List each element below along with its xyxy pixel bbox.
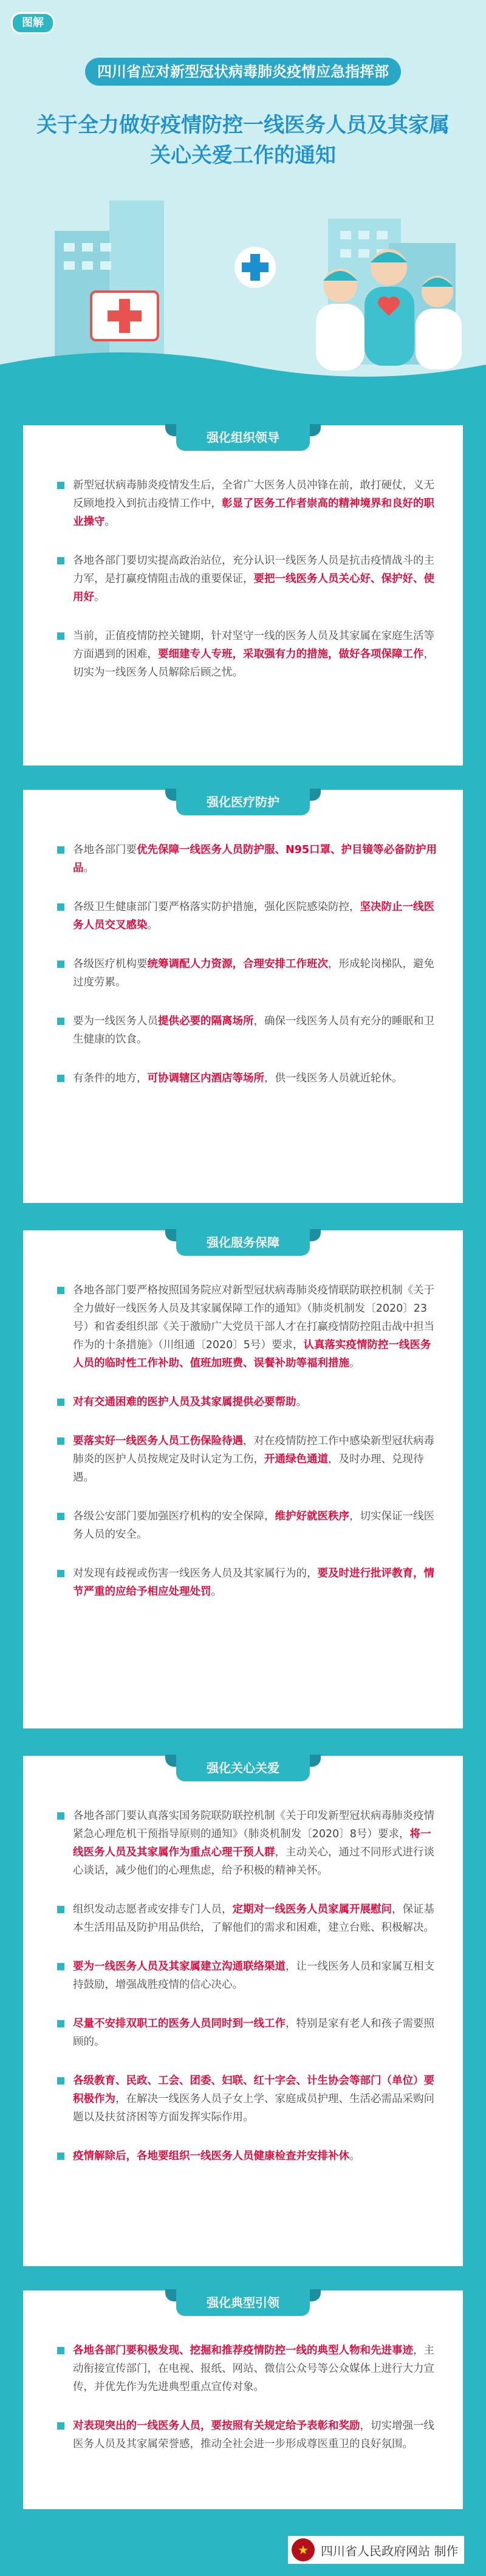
list-item [57, 2072, 439, 2126]
highlight-text: 可协调辖区内酒店等场所 [147, 1072, 264, 1084]
bullet-square-icon [57, 2077, 64, 2084]
highlight-text: 各级教育、民政、工会、团委、妇联、红十字会、计生协会等部门（单位）要积极作为 [73, 2075, 434, 2105]
list-item-text [73, 1900, 439, 1937]
body-text: ，主动衔接宣传部门，在电视、报纸、网站、微信公众号等公众媒体上进行大力宣传，并优先作为先进典型重点宣传对象。 [73, 2345, 434, 2393]
highlight-text: 要落实好一线医务人员工伤保险待遇 [73, 1435, 243, 1447]
body-text: 当前，正值疫情防控关键期，针对坚守一线的医务人员及其家属在家庭生活等方面遇到的困难， [73, 630, 434, 660]
bullet-square-icon [57, 1287, 64, 1294]
medical-cross-icon [234, 247, 276, 288]
body-text: ，切实为一线医务人员解除后顾之忧。 [73, 648, 434, 679]
bullet-square-icon [57, 1075, 64, 1082]
list-item [57, 955, 439, 992]
bullet-square-icon [57, 1570, 64, 1577]
list-item [57, 1281, 439, 1372]
highlight-text: 彰显了医务工作者崇高的精神境界和良好的职业操守 [73, 498, 434, 528]
body-text: 。 [83, 862, 94, 874]
list-item [57, 1432, 439, 1487]
body-text: ，特别是家有老人和孩子需要照顾的。 [73, 2018, 434, 2048]
list-item [57, 1393, 439, 1411]
bullet-square-icon [57, 2347, 64, 2354]
body-text: 新型冠状病毒肺炎疫情发生后，全省广大医务人员冲锋在前，敢打硬仗，义无反顾地投入到抗击疫情工作中， [73, 479, 434, 510]
infographic-badge: 图解 [11, 12, 55, 34]
list-item-text [73, 1564, 439, 1601]
bullet-square-icon [57, 557, 64, 564]
list-item [57, 898, 439, 934]
highlight-text: 各地各部门要积极发现、挖掘和推荐疫情防控一线的典型人物和先进事迹 [73, 2345, 413, 2357]
highlight-text: 要把一线医务人员关心好、保护好、使用好 [73, 573, 434, 603]
bullet-square-icon [57, 1018, 64, 1025]
highlight-text: 对有交通困难的医护人员及其家属提供必要帮助 [73, 1396, 296, 1408]
bullet-square-icon [57, 903, 64, 911]
bullet-square-icon [57, 961, 64, 968]
list-item-text [73, 2147, 360, 2165]
list-item-text [73, 2417, 439, 2453]
body-text: ，主动关心，通过不同形式进行谈心谈话，减少他们的心理焦虑，给予积极的精神关怀。 [73, 1846, 434, 1877]
list-item-text [73, 1958, 439, 1994]
list-item-text [73, 2341, 439, 2396]
body-text: ，及时办理、兑现待遇。 [73, 1453, 424, 1484]
footer-credit-box [288, 2536, 464, 2564]
bullet-square-icon [57, 846, 64, 854]
body-text: 有条件的地方， [73, 1072, 148, 1084]
list-item-text [73, 552, 439, 606]
list-item [57, 841, 439, 877]
hero-banner [0, 0, 486, 401]
body-text: 。 [147, 919, 158, 931]
list-item [57, 1069, 439, 1088]
highlight-text: 将一线医务人员及其家属作为重点心理干预人群 [73, 1828, 431, 1858]
body-text: ，形成轮岗梯队，避免过度劳累。 [73, 958, 434, 988]
list-item-text [73, 1807, 439, 1880]
body-text: ，切实增强一线医务人员及其家属荣誉感，推动全社会进一步形成尊医重卫的良好氛围。 [73, 2420, 434, 2450]
list-item [57, 2341, 439, 2396]
list-item [57, 552, 439, 606]
body-text: 各地各部门要严格按照国务院应对新型冠状病毒肺炎疫情联防联控机制《关于全力做好一线医务人员及其家属保障工作的通知》（肺炎机制发〔2020〕23号）和省委组织部《关于激励广大党员干部人才在打赢疫情防控阻击战中担当作为的十条措施》（川组通〔2020〕5号）要求， [73, 1284, 434, 1351]
body-text: 各地各部门要认真落实国务院联防联控机制《关于印发新型冠状病毒肺炎疫情紧急心理危机干预指导原则的通知》（肺炎机制发〔2020〕8号）要求， [73, 1810, 434, 1840]
body-text: 对发现有歧视或伤害一线医务人员及其家属行为的， [73, 1567, 318, 1580]
list-item [57, 2147, 439, 2165]
list-item-text [73, 898, 439, 934]
section-title: 强化服务保障 [176, 1229, 310, 1256]
bullet-square-icon [57, 632, 64, 640]
highlight-text: 优先保障一线医务人员防护服、N95口罩、护目镜等必备防护用品 [73, 844, 437, 874]
list-item-text [73, 627, 439, 682]
bullet-square-icon [57, 1399, 64, 1406]
page-title-line1: 关于全力做好疫情防控一线医务人员及其家属 [36, 113, 450, 137]
body-text: 。 [349, 2150, 360, 2162]
list-item [57, 1564, 439, 1601]
bullet-square-icon [57, 1812, 64, 1820]
section-card-service [23, 1230, 463, 1728]
body-text: 。 [94, 591, 105, 603]
body-text: 要为一线医务人员 [73, 1015, 158, 1027]
footer-credit: 四川省人民政府网站 制作 [321, 2543, 459, 2558]
body-text: 。 [296, 1396, 307, 1408]
body-text: 各地各部门要 [73, 844, 137, 856]
section-title: 强化关心关爱 [176, 1755, 310, 1781]
list-item-text [73, 841, 439, 877]
list-item [57, 1958, 439, 1994]
section-card-protection [23, 790, 463, 1203]
bullet-square-icon [57, 2153, 64, 2160]
section-card-care [23, 1756, 463, 2266]
national-emblem-icon: ★ [292, 2538, 315, 2561]
highlight-text: 疫情解除后，各地要组织一线医务人员健康检查并安排补休 [73, 2150, 349, 2162]
highlight-text: 统筹调配人力资源，合理安排工作班次 [147, 958, 328, 970]
bullet-square-icon [57, 1513, 64, 1520]
body-text: 组织发动志愿者或安排专门人员， [73, 1903, 233, 1916]
bullet-square-icon [57, 482, 64, 489]
body-text: 。 [349, 1357, 360, 1369]
body-text: 。 [211, 1586, 222, 1598]
bullet-square-icon [57, 2422, 64, 2430]
section-title: 强化组织领导 [176, 424, 310, 451]
list-item-text [73, 1069, 403, 1088]
list-item [57, 627, 439, 682]
list-item-text [73, 2072, 439, 2126]
bullet-square-icon [57, 1963, 64, 1970]
section-card-organization [23, 425, 463, 766]
list-item-text [73, 1432, 439, 1487]
page-title-line2: 关心关爱工作的通知 [150, 143, 336, 168]
highlight-text: 尽量不安排双职工的医务人员同时到一线工作 [73, 2018, 286, 2030]
bullet-square-icon [57, 2020, 64, 2027]
list-item-text [73, 1281, 439, 1372]
body-text: ，保证基本生活用品及防护用品供给，了解他们的需求和困难，建立台账、积极解决。 [73, 1903, 434, 1934]
highlight-text: 维护好就医秩序 [275, 1510, 349, 1523]
list-item [57, 2015, 439, 2051]
list-item-text [73, 1393, 307, 1411]
list-item [57, 2417, 439, 2453]
highlight-text: 提供必要的隔离场所 [158, 1015, 254, 1027]
body-text: ，对在疫情防控工作中感染新型冠状病毒肺炎的医护人员按规定及时认定为工伤， [73, 1435, 434, 1465]
body-text: ，在解决一线医务人员子女上学、家庭成员护理、生活必需品采购问题以及扶贫济困等方面发挥实际作用。 [73, 2093, 434, 2123]
body-text: 各级公安部门要加强医疗机构的安全保障， [73, 1510, 275, 1523]
body-text: 各级医疗机构要 [73, 958, 148, 970]
first-aid-kit-icon [91, 292, 158, 340]
list-item [57, 1507, 439, 1544]
body-text: ，确保一线医务人员有充分的睡眠和卫生健康的饮食。 [73, 1015, 434, 1046]
highlight-text: 认真落实疫情防控一线医务人员的临时性工作补助、值班加班费、误餐补助等福利措施 [73, 1339, 431, 1369]
issuing-org-banner: 四川省应对新型冠状病毒肺炎疫情应急指挥部 [85, 58, 401, 86]
list-item-text [73, 1507, 439, 1544]
highlight-text: 定期对一线医务人员家属开展慰问 [232, 1903, 392, 1916]
list-item [57, 476, 439, 531]
body-text: 。 [104, 516, 115, 528]
list-item-text [73, 955, 439, 992]
highlight-text: 坚决防止一线医务人员交叉感染 [73, 901, 434, 931]
bullet-square-icon [57, 1437, 64, 1445]
highlight-text: 开通绿色通道 [264, 1453, 328, 1465]
wave-divider [0, 340, 486, 401]
section-title: 强化医疗防护 [176, 789, 310, 815]
body-text: ，让一线医务人员和家属互相支持鼓励，增强战胜疫情的信心决心。 [73, 1961, 434, 1991]
bullet-square-icon [57, 1906, 64, 1913]
list-item-text [73, 2015, 439, 2051]
body-text: ，供一线医务人员就近轮休。 [264, 1072, 403, 1084]
section-card-models [23, 2290, 463, 2509]
body-text: 各级卫生健康部门要严格落实防护措施，强化医院感染防控， [73, 901, 360, 913]
list-item-text [73, 1012, 439, 1049]
body-text: ，切实保证一线医务人员的安全。 [73, 1510, 434, 1541]
section-title: 强化典型引领 [176, 2289, 310, 2316]
list-item [57, 1012, 439, 1049]
highlight-text: 对表现突出的一线医务人员，要按照有关规定给予表彰和奖励 [73, 2420, 360, 2432]
body-text: 各地各部门要切实提高政治站位，充分认识一线医务人员是抗击疫情战斗的主力军，是打赢疫情阻击战的重要保证， [73, 555, 434, 585]
highlight-text: 要细建专人专班，采取强有力的措施，做好各项保障工作 [158, 648, 424, 660]
list-item [57, 1900, 439, 1937]
list-item-text [73, 476, 439, 531]
footer [0, 2515, 486, 2576]
list-item [57, 1807, 439, 1880]
highlight-text: 要为一线医务人员及其家属建立沟通联络渠道 [73, 1961, 286, 1973]
highlight-text: 要及时进行批评教育，情节严重的应给予相应处理处罚 [73, 1567, 434, 1598]
